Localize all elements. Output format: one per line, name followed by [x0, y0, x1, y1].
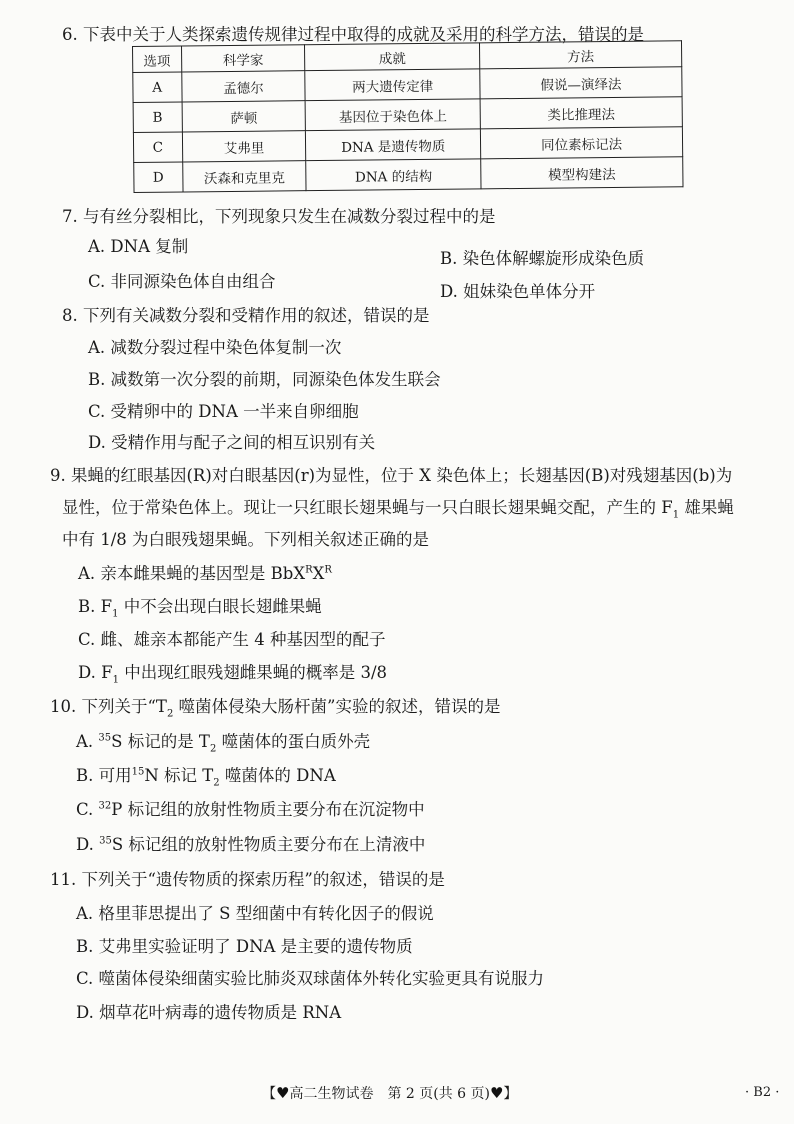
table-cell: A	[133, 72, 182, 103]
q8-stem: 8. 下列有关减数分裂和受精作用的叙述，错误的是	[62, 306, 430, 325]
q7-option-b: B. 染色体解螺旋形成染色质	[440, 249, 645, 268]
table-cell: DNA 的结构	[306, 159, 481, 191]
page-code: · B2 ·	[745, 1085, 780, 1100]
table-cell: 同位素标记法	[480, 127, 682, 159]
table-cell: DNA 是遗传物质	[306, 129, 481, 161]
table-cell: 萨顿	[182, 101, 306, 132]
q10-stem: 10. 下列关于“$T_2$ 噬菌体侵染大肠杆菌”实验的叙述，错误的是	[50, 697, 501, 720]
q10-option-c: C. $^{32}$P 标记组的放射性物质主要分布在沉淀物中	[76, 800, 425, 819]
q6-table	[132, 40, 684, 193]
q7-option-a: A. DNA 复制	[88, 237, 189, 256]
footer-bracket-open: 【	[262, 1086, 276, 1102]
q9-option-a: A. 亲本雌果蝇的基因型是 $BbX^RX^R$	[78, 564, 332, 583]
q8-option-c: C. 受精卵中的 DNA 一半来自卵细胞	[88, 402, 359, 421]
q11-stem: 11. 下列关于“遗传物质的探索历程”的叙述，错误的是	[50, 870, 445, 889]
table-cell: 基因位于染色体上	[306, 99, 481, 131]
q11-option-a: A. 格里菲思提出了 S 型细菌中有转化因子的假说	[76, 904, 434, 923]
q11-option-c: C. 噬菌体侵染细菌实验比肺炎双球菌体外转化实验更具有说服力	[76, 969, 545, 988]
q9-option-b: B. $F_1$ 中不会出现白眼长翅雌果蝇	[78, 597, 322, 620]
q9-stem-line1: 9. 果蝇的红眼基因(R)对白眼基因(r)为显性，位于 X 染色体上；长翅基因(B)对残翅基因(b)为	[50, 466, 733, 485]
table-cell: 孟德尔	[181, 71, 305, 102]
q10-option-b: B. 可用$^{15}$N 标记 $T_2$ 噬菌体的 DNA	[76, 766, 336, 789]
q9-option-d: D. $F_1$ 中出现红眼残翅雌果蝇的概率是 3/8	[78, 663, 388, 686]
table-cell: C	[133, 132, 182, 163]
table-cell: 沃森和克里克	[182, 161, 306, 192]
table-row	[134, 157, 683, 193]
table-cell: 类比推理法	[480, 97, 682, 129]
q11-option-d: D. 烟草花叶病毒的遗传物质是 RNA	[76, 1003, 342, 1022]
q10-option-d: D. $^{35}$S 标记组的放射性物质主要分布在上清液中	[76, 835, 426, 854]
table-cell: B	[133, 102, 182, 133]
table-header: 选项	[133, 46, 182, 73]
q7-option-c: C. 非同源染色体自由组合	[88, 272, 276, 291]
table-cell: 艾弗里	[182, 131, 306, 162]
q8-option-a: A. 减数分裂过程中染色体复制一次	[88, 338, 342, 357]
footer-bracket-close: 】	[503, 1086, 518, 1102]
q9-stem-line3: 中有 1/8 为白眼残翅果蝇。下列相关叙述正确的是	[62, 530, 430, 549]
table-header: 成就	[305, 43, 480, 71]
q8-option-b: B. 减数第一次分裂的前期，同源染色体发生联会	[88, 370, 441, 389]
heart-icon: ♥	[490, 1084, 504, 1102]
table-cell: 假说—演绎法	[480, 67, 682, 99]
table-cell: 模型构建法	[481, 157, 683, 189]
heart-icon: ♥	[276, 1084, 290, 1102]
q6-stem: 6. 下表中关于人类探索遗传规律过程中取得的成就及采用的科学方法，错误的是	[62, 25, 644, 44]
q10-option-a: A. $^{35}$S 标记的是 $T_2$ 噬菌体的蛋白质外壳	[76, 732, 371, 755]
table-cell: D	[134, 162, 183, 193]
table-cell: 两大遗传定律	[305, 69, 480, 101]
table-header: 方法	[479, 41, 681, 69]
q7-option-d: D. 姐妹染色单体分开	[440, 282, 596, 301]
table-header: 科学家	[181, 45, 305, 72]
q11-option-b: B. 艾弗里实验证明了 DNA 是主要的遗传物质	[76, 937, 413, 956]
q9-option-c: C. 雌、雄亲本都能产生 4 种基因型的配子	[78, 630, 386, 649]
q7-stem: 7. 与有丝分裂相比，下列现象只发生在减数分裂过程中的是	[62, 207, 496, 226]
page-footer	[262, 1083, 517, 1103]
q8-option-d: D. 受精作用与配子之间的相互识别有关	[88, 433, 376, 452]
footer-text: 高二生物试卷 第 2 页(共 6 页)	[289, 1086, 490, 1102]
q9-stem-line2: 显性，位于常染色体上。现让一只红眼长翅果蝇与一只白眼长翅果蝇交配，产生的 $F_1$ 雄果蝇	[62, 498, 734, 521]
